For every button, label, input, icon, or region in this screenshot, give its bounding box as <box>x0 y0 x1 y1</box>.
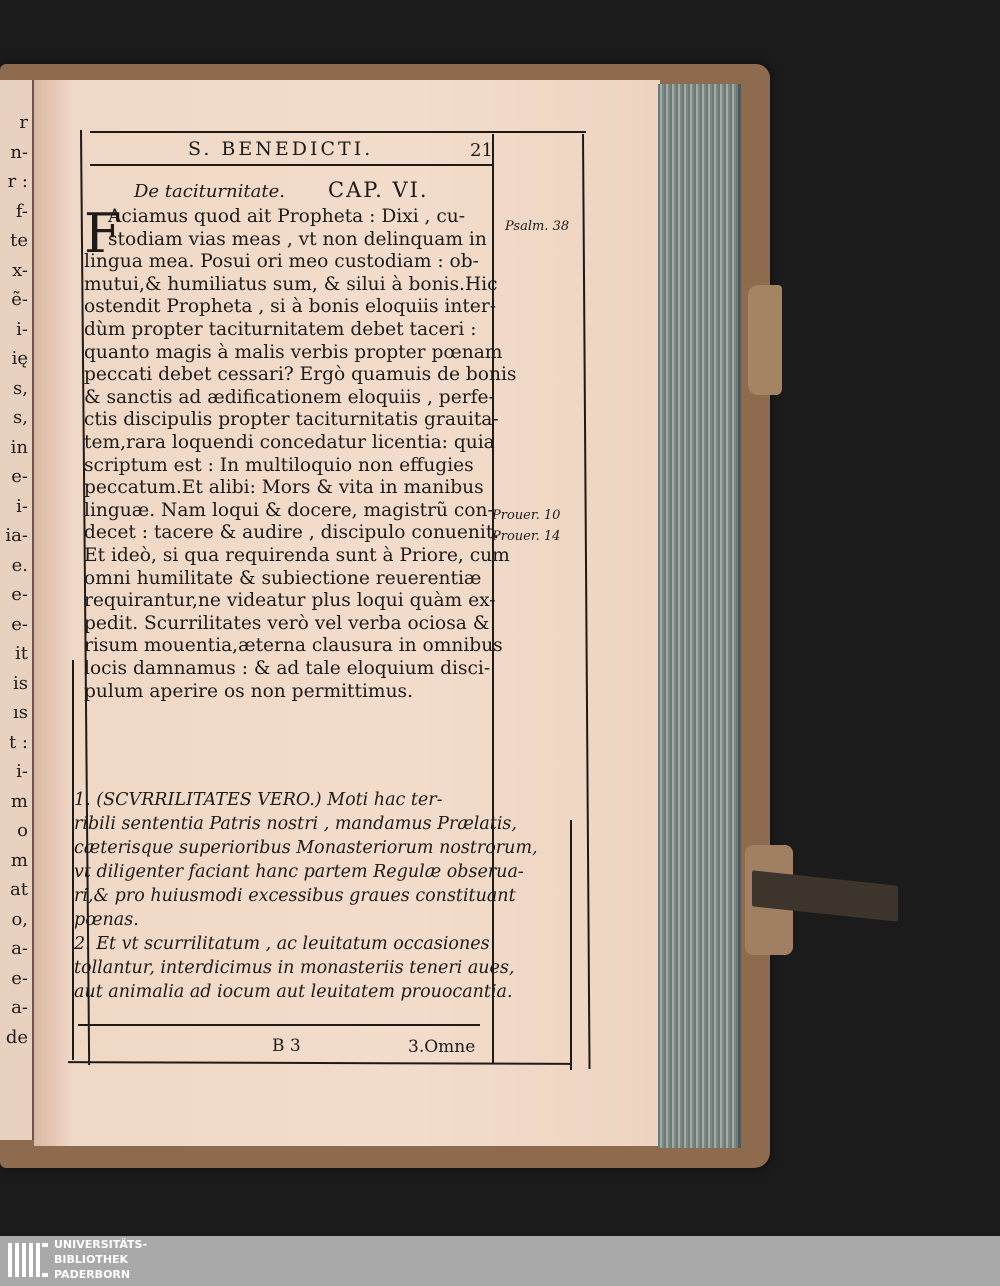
left-page-fragment: a- <box>11 938 28 959</box>
left-page-fragment: ıs <box>13 702 28 723</box>
left-page-fragment: m <box>10 790 28 812</box>
body-line: Aciamus quod ait Propheta : Dixi , cu- <box>108 206 466 227</box>
left-page-fragment: r <box>19 112 28 133</box>
left-page-fragment: s, <box>13 377 28 399</box>
left-page-fragment: ię <box>11 348 28 369</box>
body-line: mutui,& humiliatus sum, & silui à bonis.Hic <box>84 273 498 295</box>
left-page-fragment: t : <box>8 731 28 753</box>
body-line: Et ideò, si qua requirenda sunt à Priore, cum <box>84 545 510 566</box>
body-line: quanto magis à malis verbis propter pœnam <box>84 341 503 363</box>
left-page <box>0 80 34 1140</box>
left-page-fragment: e- <box>11 466 28 487</box>
body-line: locis damnamus : & ad tale eloquium disci- <box>84 658 491 679</box>
signature-mark: B 3 <box>272 1036 301 1056</box>
body-line: risum mouentia,æterna clausura in omnibus <box>84 635 503 657</box>
margin-note-prouer-10: Prouer. 10 <box>492 508 561 523</box>
left-page-fragment: n- <box>10 141 28 163</box>
left-page-fragment: s, <box>13 407 28 428</box>
library-footer-bar <box>0 1236 1000 1286</box>
footnote-line: tollantur, interdicimus in monasteriis teneri aues, <box>74 958 515 978</box>
margin-note-psalm: Psalm. 38 <box>505 219 570 234</box>
catchword: 3.Omne <box>408 1037 476 1057</box>
body-line: pedit. Scurrilitates verò vel verba ociosa & <box>84 612 490 634</box>
footnote-line: cæterisque superioribus Monasteriorum nostrorum, <box>74 838 538 858</box>
left-page-fragment: at <box>10 879 28 900</box>
library-name-line-3: PADERBORN <box>54 1268 131 1281</box>
left-page-fragment: in <box>10 436 28 458</box>
left-page-fragment: i- <box>16 761 28 782</box>
chapter-title: CAP. VI. <box>328 178 429 202</box>
footnote-line: vt diligenter faciant hanc partem Regulæ obseruа- <box>74 862 524 882</box>
footnote-line: ribili sententia Patris nostri , mandamus Prælatis, <box>74 814 517 834</box>
library-name-line-1: UNIVERSITÄTS- <box>54 1238 148 1251</box>
chapter-subtitle: De taciturnitate. <box>134 181 285 202</box>
left-page-fragment: a- <box>11 997 28 1018</box>
left-page-fragment: e- <box>11 613 28 635</box>
body-line: stodiam vias meas , vt non delinquam in <box>108 228 487 250</box>
page-edges <box>658 84 741 1148</box>
library-name-line-2: BIBLIOTHEK <box>54 1253 129 1266</box>
drop-cap: F <box>84 202 122 265</box>
body-line: tem,rara loquendi concedatur licentia: quia <box>84 432 495 453</box>
body-line: ctis discipulis propter taciturnitatis grauita- <box>84 409 499 431</box>
left-page-fragment: o, <box>11 908 28 930</box>
body-line: ostendit Propheta , si à bonis eloquiis inter- <box>84 296 496 318</box>
left-page-fragment: f- <box>15 200 28 222</box>
left-page-fragment: e. <box>11 554 28 576</box>
running-header: S. BENEDICTI. <box>188 138 374 160</box>
left-page-fragment: de <box>5 1026 28 1048</box>
margin-note-prouer-14: Prouer. 14 <box>492 529 561 544</box>
frame-rule-top <box>90 131 586 133</box>
body-line: lingua mea. Posui ori meo custodiam : ob- <box>84 251 479 273</box>
left-page-fragment: is <box>13 672 28 694</box>
frame-rule-under-header <box>90 164 492 166</box>
body-line: & sanctis ad ædificationem eloquiis , perfe- <box>84 386 495 408</box>
library-name <box>54 1237 147 1282</box>
page-number: 21 <box>470 140 493 161</box>
body-line: requirantur,ne videatur plus loqui quàm ex- <box>84 590 496 612</box>
frame-rule-above-footer <box>78 1024 480 1026</box>
left-page-fragment: ia- <box>5 525 28 546</box>
clasp-catch <box>748 285 782 395</box>
footnote-line: 2. Et vt scurrilitatum , ac leuitatum occasiones <box>74 934 490 954</box>
library-logo-icon <box>6 1239 50 1283</box>
left-page-fragment: te <box>10 230 28 251</box>
body-line: linguæ. Nam loqui & docere, magistrũ con- <box>84 499 494 521</box>
body-line: peccatum.Et alibi: Mors & vita in manibus <box>84 477 484 499</box>
footnote-line: aut animalia ad iocum aut leuitatem prouocantia. <box>74 982 513 1002</box>
left-page-fragment: ẽ- <box>11 289 28 310</box>
left-page-fragment: o <box>17 820 28 841</box>
left-page-fragment: r : <box>7 171 28 192</box>
body-line: pulum aperire os non permittimus. <box>84 680 413 702</box>
left-page-fragment: e- <box>11 584 28 605</box>
body-line: peccati debet cessari? Ergò quamuis de bonis <box>84 364 517 386</box>
body-line: omni humilitate & subiectione reuerentiæ <box>84 567 482 589</box>
body-line: decet : tacere & audire , discipulo conuenit. <box>84 522 500 544</box>
body-line: dùm propter taciturnitatem debet taceri : <box>84 319 477 340</box>
left-page-fragment: m <box>10 849 28 871</box>
left-page-fragment: x- <box>12 259 28 281</box>
footnote-line: ri,& pro huiusmodi excessibus graues constituant <box>74 886 516 906</box>
left-page-fragment: e- <box>11 967 28 989</box>
body-line: scriptum est : In multiloquio non effugies <box>84 454 474 476</box>
frame-rule-right-outer <box>570 820 572 1070</box>
left-page-fragment: i- <box>16 318 28 340</box>
footnote-line: 1. (SCVRRILITATES VERO.) Moti hac ter- <box>74 790 443 810</box>
footnote-line: pœnas. <box>74 910 139 930</box>
left-page-fragment: it <box>15 643 28 664</box>
left-page-fragment: i- <box>16 495 28 517</box>
